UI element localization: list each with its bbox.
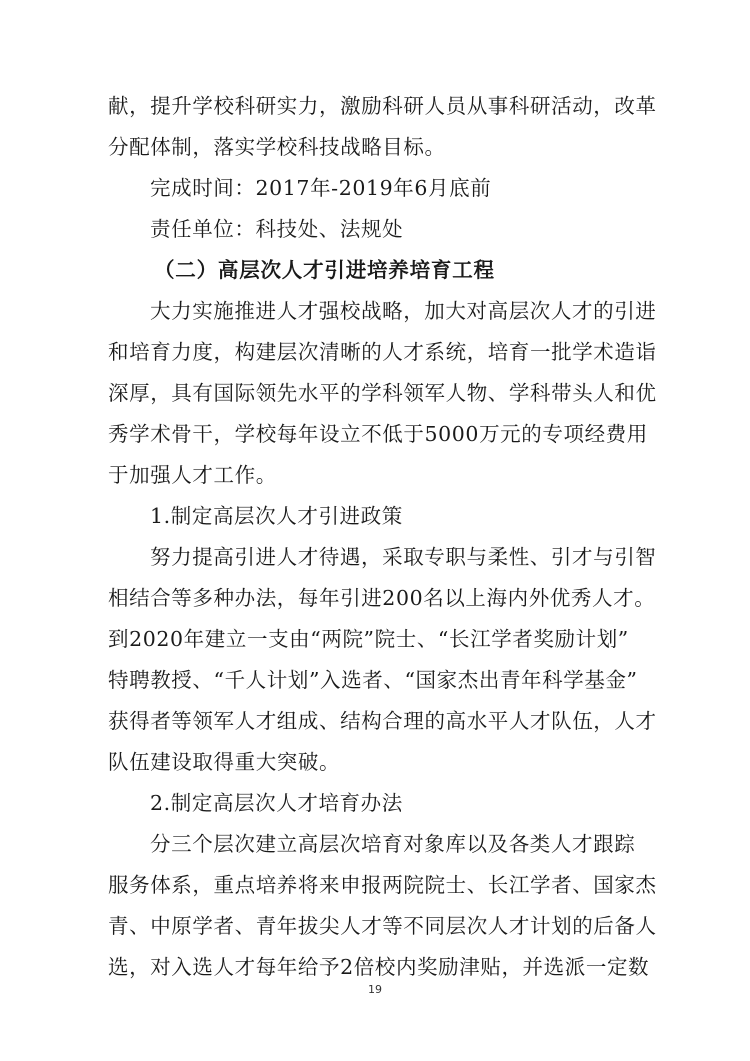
subsection-heading: 2.制定高层次人才培育办法 — [150, 791, 403, 815]
text-line: 青、中原学者、青年拔尖人才等不同层次人才计划的后备人 — [108, 914, 657, 938]
text-line: 责任单位：科技处、法规处 — [150, 217, 404, 241]
text-line: 特聘教授、“千人计划”入选者、“国家杰出青年科学基金” — [108, 668, 638, 692]
text-line: 分三个层次建立高层次培育对象库以及各类人才跟踪 — [150, 832, 636, 856]
page-number: 19 — [368, 983, 382, 996]
text-line: 相结合等多种办法，每年引进200名以上海内外优秀人才。 — [108, 586, 656, 610]
subsection-heading: 1.制定高层次人才引进政策 — [150, 504, 403, 528]
text-line: 努力提高引进人才待遇，采取专职与柔性、引才与引智 — [150, 545, 657, 569]
body-text — [108, 86, 657, 988]
text-line: 秀学术骨干，学校每年设立不低于5000万元的专项经费用 — [108, 422, 648, 446]
text-line: 获得者等领军人才组成、结构合理的高水平人才队伍，人才 — [108, 709, 657, 733]
text-line: 分配体制，落实学校科技战略目标。 — [108, 135, 446, 159]
text-line: 深厚，具有国际领先水平的学科领军人物、学科带头人和优 — [108, 381, 657, 405]
text-line: 队伍建设取得重大突破。 — [108, 750, 341, 774]
text-line: 完成时间：2017年-2019年6月底前 — [150, 176, 492, 200]
text-line: 服务体系，重点培养将来申报两院院士、长江学者、国家杰 — [108, 873, 657, 897]
text-line: 献，提升学校科研实力，激励科研人员从事科研活动，改革 — [108, 94, 657, 118]
text-line: 到2020年建立一支由“两院”院士、“长江学者奖励计划” — [108, 627, 629, 651]
text-line: 选，对入选人才每年给予2倍校内奖励津贴，并选派一定数 — [108, 955, 650, 979]
section-heading: （二）高层次人才引进培养培育工程 — [154, 258, 495, 282]
text-line: 大力实施推进人才强校战略，加大对高层次人才的引进 — [150, 299, 657, 323]
text-line: 于加强人才工作。 — [108, 463, 277, 487]
text-line: 和培育力度，构建层次清晰的人才系统，培育一批学术造诣 — [108, 340, 657, 364]
